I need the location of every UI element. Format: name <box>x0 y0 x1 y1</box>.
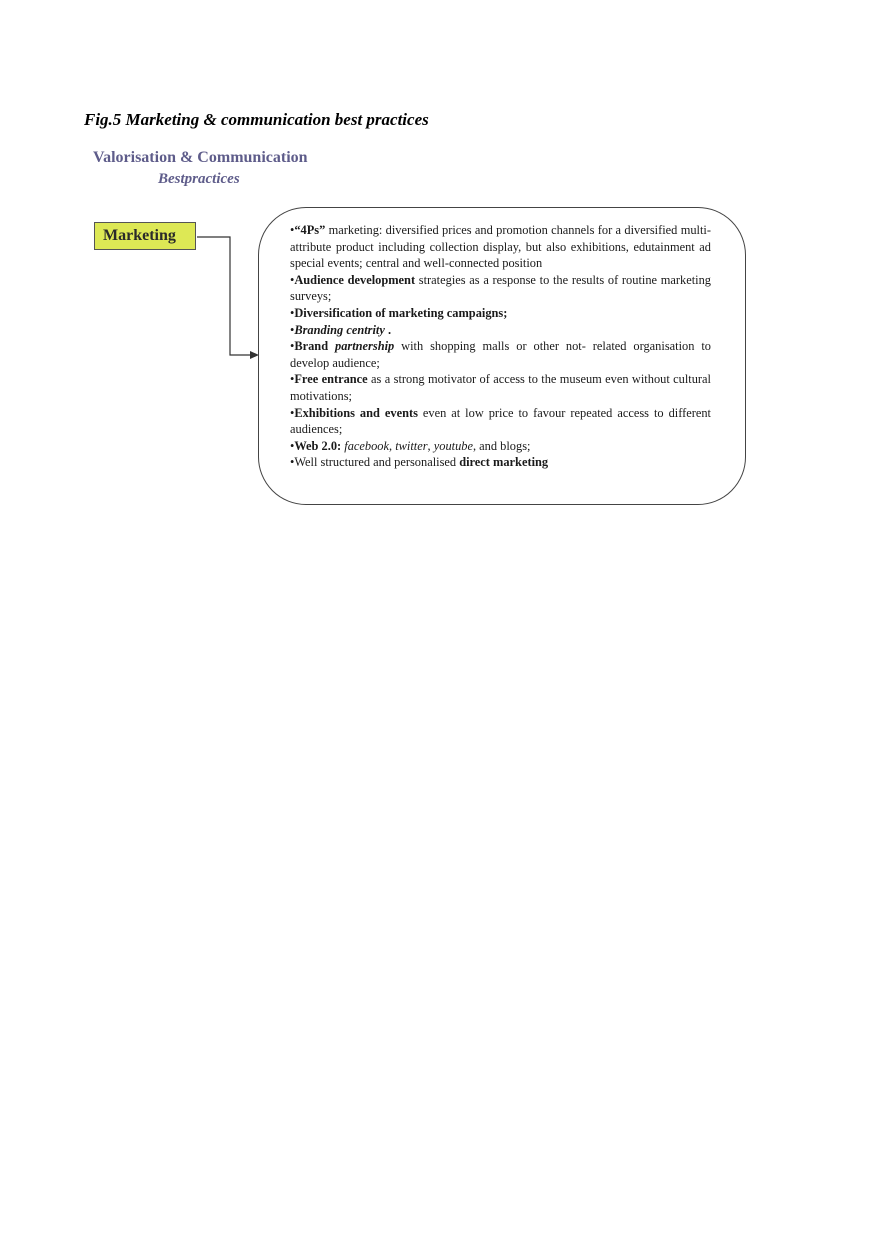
bullet-icon: • <box>290 339 295 354</box>
bullet-icon: • <box>290 322 295 337</box>
marketing-category-box: Marketing <box>94 222 196 250</box>
practice-term-emphasis: partnership <box>335 339 395 354</box>
practice-term: Web 2.0: <box>294 438 342 453</box>
practice-text: even at low price to favour repeated access to different audiences; <box>290 405 711 437</box>
practice-term: Free entrance <box>294 372 368 387</box>
practice-term: Branding centrity <box>294 322 385 337</box>
bullet-icon: • <box>290 372 295 387</box>
practice-text: marketing: diversified prices and promotion channels for a diversified multi-attribute product including collection display, but also exhibitions, edutainment ad special events; central and well-connected position <box>290 223 711 271</box>
best-practices-box <box>258 207 746 505</box>
practice-item-audience-development <box>290 272 711 305</box>
platform-twitter: twitter <box>395 438 428 453</box>
practice-term: “4Ps” <box>294 223 326 237</box>
practice-term: Exhibitions and events <box>294 405 418 420</box>
practice-text: , and blogs; <box>472 438 531 453</box>
bullet-icon: • <box>290 405 295 420</box>
practice-item-exhibitions <box>290 405 711 438</box>
practice-item-branding <box>290 322 711 339</box>
practice-text: Well structured and personalised <box>294 455 460 470</box>
practice-term: Diversification of marketing campaigns; <box>294 305 508 320</box>
practice-item-diversification <box>290 305 711 322</box>
practice-item-4ps <box>290 222 711 272</box>
figure-caption: Fig.5 Marketing & communication best practices <box>84 110 429 129</box>
bullet-icon: • <box>290 272 295 287</box>
practice-item-brand-partnership <box>290 338 711 371</box>
practice-text: strategies as a response to the results of routine marketing surveys; <box>290 272 711 304</box>
connector-line <box>197 237 252 355</box>
separator: , <box>427 438 434 453</box>
bullet-icon: • <box>290 455 295 470</box>
platform-facebook: facebook <box>341 438 389 453</box>
practice-text: . <box>384 322 392 337</box>
bullet-icon: • <box>290 438 295 453</box>
practice-text: as a strong motivator of access to the museum even without cultural motivations; <box>290 372 712 403</box>
practice-text: with shopping malls or other not- related organisation to develop audience; <box>290 339 711 370</box>
bullet-icon: • <box>290 305 295 320</box>
practice-term: direct marketing <box>459 455 549 470</box>
practice-item-direct-marketing <box>290 454 711 471</box>
practice-item-free-entrance <box>290 371 711 404</box>
diagram-subheading: Bestpractices <box>158 171 240 187</box>
practice-item-web <box>290 438 711 455</box>
diagram-heading: Valorisation & Communication <box>93 149 308 166</box>
separator: , <box>388 438 396 453</box>
platform-youtube: youtube <box>433 438 473 453</box>
practice-term: Audience development <box>294 272 416 287</box>
bullet-icon: • <box>290 223 295 237</box>
practice-term: Brand <box>294 339 336 354</box>
